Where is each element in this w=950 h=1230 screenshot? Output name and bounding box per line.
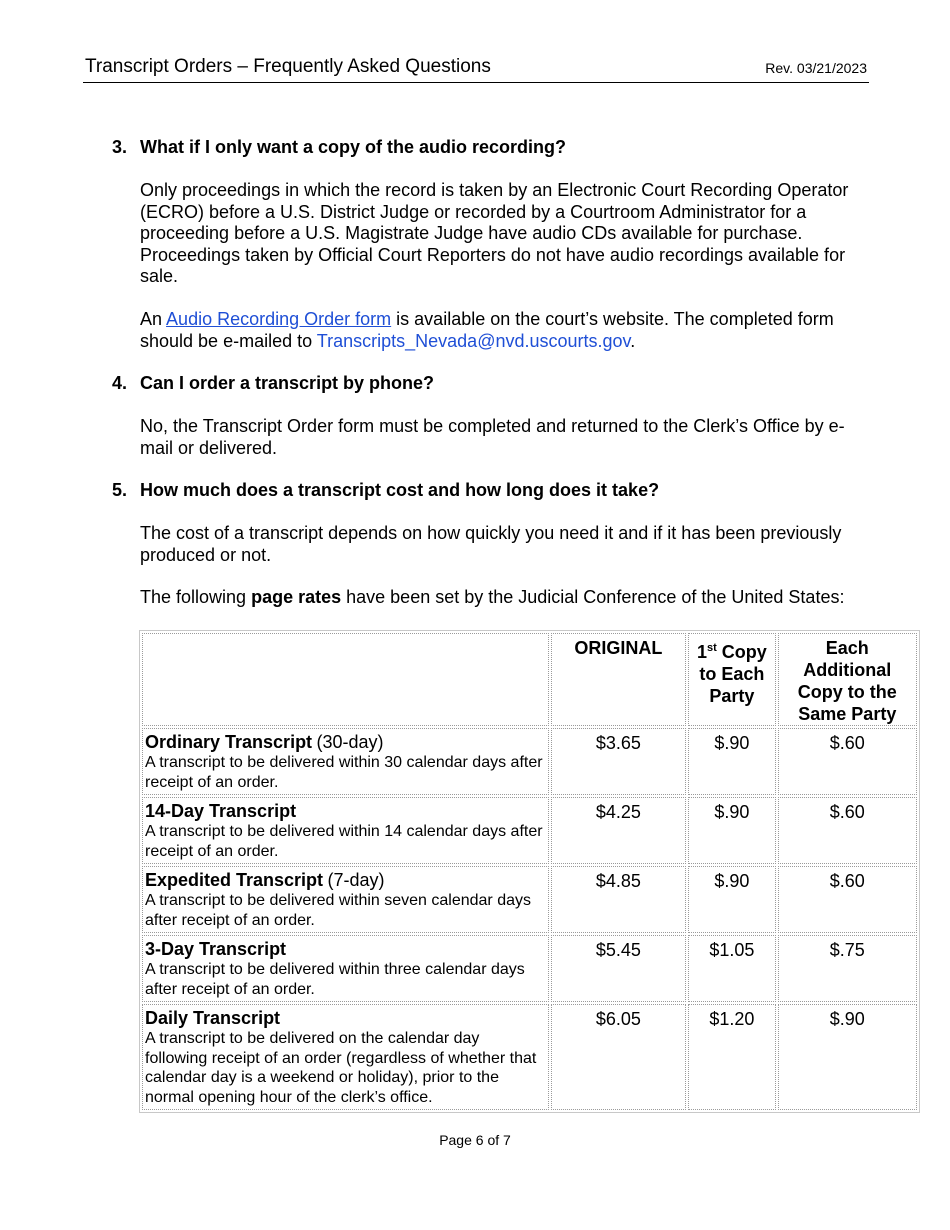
page-rates-table [139,630,920,1113]
price-additional-copy: $.60 [778,728,917,795]
rate-description: A transcript to be delivered within 30 calendar days after receipt of an order. [145,754,543,791]
question-number: 3. [112,137,128,157]
question-number: 4. [112,373,128,393]
table-row [142,728,917,795]
price-original: $4.85 [551,866,686,933]
price-additional-copy: $.90 [778,1004,917,1110]
price-first-copy: $.90 [688,797,775,864]
price-original: $6.05 [551,1004,686,1110]
answer-paragraph: No, the Transcript Order form must be completed and returned to the Clerk’s Office by e-mail or delivered. [140,416,845,458]
answer-paragraph [140,587,875,609]
answer-text: have been set by the Judicial Conference of the United States: [346,587,845,607]
header-first-copy-text: Copy to Each Party [699,642,767,706]
answer-paragraph: The cost of a transcript depends on how quickly you need it and if it has been previously produced or not. [140,523,842,565]
price-first-copy: $.90 [688,728,775,795]
price-additional-copy: $.60 [778,797,917,864]
page-number: Page 6 of 7 [439,1132,511,1148]
rate-duration: (30-day) [316,732,384,752]
rate-description-cell [142,935,549,1002]
table-header-row [142,633,917,726]
rate-name: Expedited Transcript [145,870,324,890]
header-additional-copy: Each Additional Copy to the Same Party [778,633,917,726]
price-original: $5.45 [551,935,686,1002]
header-cell-empty [142,633,549,726]
answer-text: . [630,330,636,351]
rate-description: A transcript to be delivered on the calendar day following receipt of an order (regardless of whether that calendar day is a weekend or holiday), prior to the normal opening hour of the clerk’s office. [145,1030,537,1106]
answer-bold-text: page rates [251,587,342,607]
revision-date: Rev. 03/21/2023 [765,60,867,76]
rate-description: A transcript to be delivered within three calendar days after receipt of an order. [145,961,525,998]
rate-description: A transcript to be delivered within seven calendar days after receipt of an order. [145,892,531,929]
table-row [142,797,917,864]
rate-name: Daily Transcript [145,1008,281,1028]
question-number: 5. [112,480,128,500]
price-original: $3.65 [551,728,686,795]
rate-description-cell [142,728,549,795]
header-first-copy-sup: st [706,642,717,654]
price-original: $4.25 [551,797,686,864]
rate-description-cell [142,1004,549,1110]
question-heading: What if I only want a copy of the audio recording? [140,137,567,157]
price-first-copy: $1.05 [688,935,775,1002]
document-title: Transcript Orders – Frequently Asked Questions [85,56,491,77]
table-row [142,935,917,1002]
rate-duration: (7-day) [327,870,385,890]
header-first-copy-number: 1 [696,642,707,662]
price-additional-copy: $.75 [778,935,917,1002]
price-first-copy: $.90 [688,866,775,933]
price-additional-copy: $.60 [778,866,917,933]
answer-paragraph [140,309,875,352]
table-row [142,1004,917,1110]
answer-text: is available on the court’s website. The completed form should be e-mailed to [140,309,834,351]
rate-name: 3-Day Transcript [145,939,287,959]
header-original: ORIGINAL [551,633,686,726]
header-first-copy [688,633,775,726]
table-row [142,866,917,933]
rate-description: A transcript to be delivered within 14 calendar days after receipt of an order. [145,823,543,860]
question-heading: Can I order a transcript by phone? [140,373,435,393]
audio-recording-order-form-link[interactable]: Audio Recording Order form [166,309,392,329]
rate-name: 14-Day Transcript [145,801,297,821]
question-heading: How much does a transcript cost and how long does it take? [140,480,660,500]
rate-name: Ordinary Transcript [145,732,313,752]
price-first-copy: $1.20 [688,1004,775,1110]
rate-description-cell [142,797,549,864]
answer-paragraph: Only proceedings in which the record is taken by an Electronic Court Recording Operator (ECRO) before a U.S. District Judge or recorded by a Courtroom Administrator for a proceeding before a U.S. Magistrate Judge have audio CDs available for purchase. Proceedings taken by Official Court Reporters do not have audio recordings available for sale. [140,180,849,286]
transcripts-email-link[interactable]: Transcripts_Nevada@nvd.uscourts.gov [316,330,631,351]
rate-description-cell [142,866,549,933]
page-header [83,55,869,83]
answer-text: The following [140,587,247,607]
answer-text: An [140,309,163,329]
